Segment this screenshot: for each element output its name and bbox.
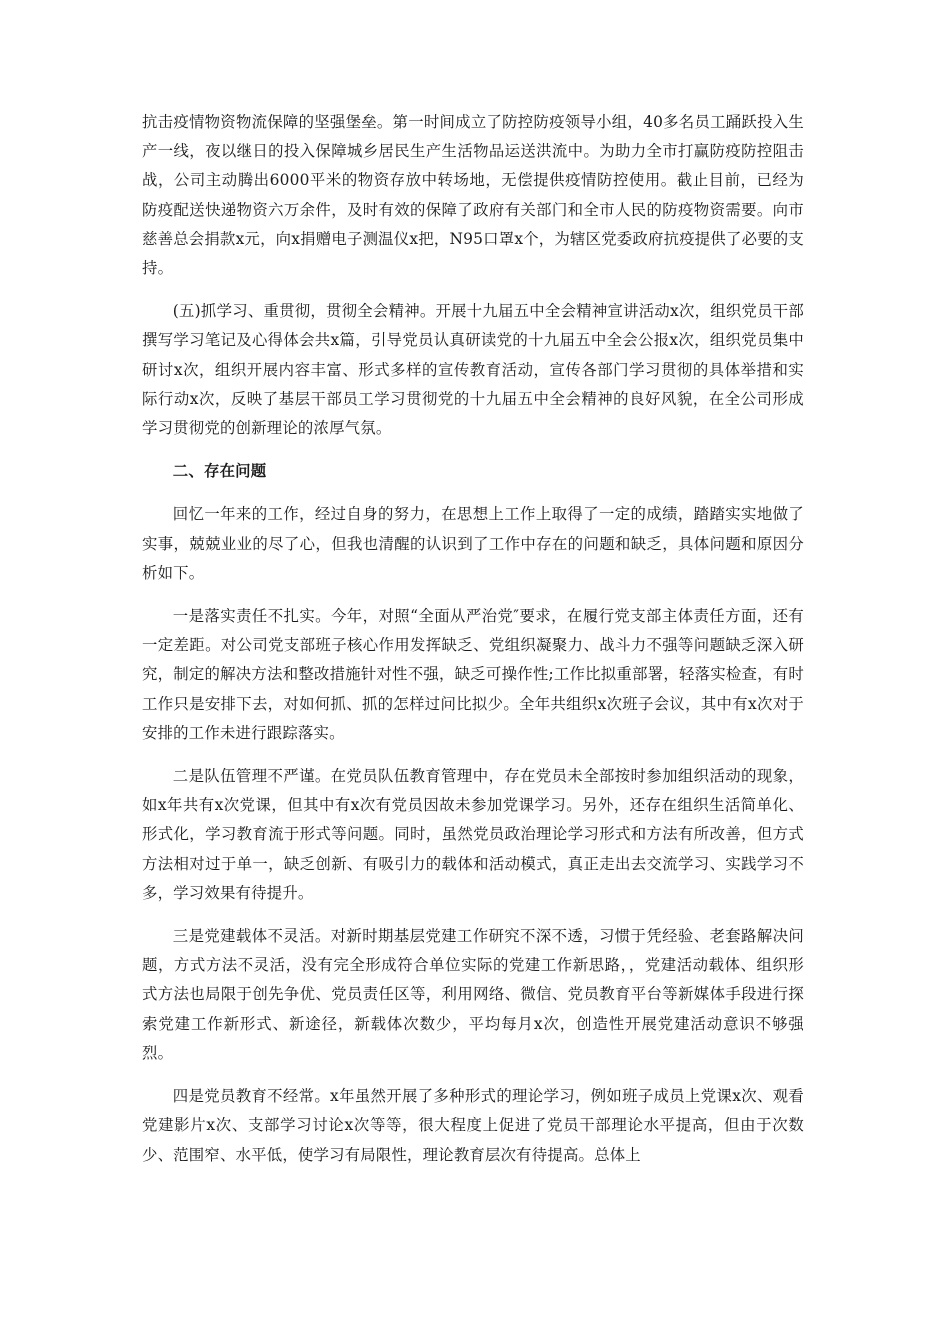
- paragraph-problem-party-carrier: 三是党建载体不灵活。对新时期基层党建工作研究不深不透，习惯于凭经验、老套路解决问题，方式方法不灵活，没有完全形成符合单位实际的党建工作新思路，，党建活动载体、组织形式方法也局限于创先争优、党员责任区等，利用网络、微信、党员教育平台等新媒体手段进行探索党建工作新形式、新途径，新载体次数少，平均每月x次，创造性开展党建活动意识不够强烈。: [142, 927, 804, 1062]
- paragraph-problem-member-education: 四是党员教育不经常。x年虽然开展了多种形式的理论学习，例如班子成员上党课x次、观看党建影片x次、支部学习讨论x次等等，很大程度上促进了党员干部理论水平提高，但由于次数少、范围窄、水平低，使学习有局限性，理论教育层次有待提高。总体上: [142, 1087, 804, 1164]
- section-heading-problems: 二、存在问题: [172, 462, 267, 481]
- paragraph-problem-responsibility: 一是落实责任不扎实。今年，对照“全面从严治党″要求，在履行党支部主体责任方面，还有一定差距。对公司党支部班子核心作用发挥缺乏、党组织凝聚力、战斗力不强等问题缺乏深入研究，制定的解决方法和整改措施针对性不强，缺乏可操作性;工作比拟重部署，轻落实检查，有时工作只是安排下去，对如何抓、抓的怎样过问比拟少。全年共组织x次班子会议，其中有x次对于安排的工作未进行跟踪落实。: [142, 607, 804, 742]
- paragraph-study-plenary: (五)抓学习、重贯彻，贯彻全会精神。开展十九届五中全会精神宣讲活动x次，组织党员干部撰写学习笔记及心得体会共x篇，引导党员认真研读党的十九届五中全会公报x次，组织党员集中研讨x次，组织开展内容丰富、形式多样的宣传教育活动，宣传各部门学习贯彻的具体举措和实际行动x次，反映了基层干部员工学习贯彻党的十九届五中全会精神的良好风貌，在全公司形成学习贯彻党的创新理论的浓厚气氛。: [142, 302, 804, 438]
- paragraph-problem-team-management: 二是队伍管理不严谨。在党员队伍教育管理中，存在党员未全部按时参加组织活动的现象，如x年共有x次党课，但其中有x次有党员因故未参加党课学习。另外，还存在组织生活简单化、形式化，学习教育流于形式等问题。同时，虽然党员政治理论学习形式和方法有所改善，但方式方法相对过于单一，缺乏创新、有吸引力的载体和活动模式，真正走出去交流学习、实践学习不多，学习效果有待提升。: [142, 767, 804, 902]
- document-body: [142, 108, 804, 1184]
- paragraph-epidemic-support: 抗击疫情物资物流保障的坚强堡垒。第一时间成立了防控防疫领导小组，40多名员工踊跃投入生产一线，夜以继日的投入保障城乡居民生产生活物品运送洪流中。为助力全市打赢防疫防控阻击战，公司主动腾出6000平米的物资存放中转场地，无偿提供疫情防控使用。截止目前，已经为防疫配送快递物资六万余件，及时有效的保障了政府有关部门和全市人民的防疫物资需要。向市慈善总会捐款x元，向x捐赠电子测温仪x把，N95口罩x个，为辖区党委政府抗疫提供了必要的支持。: [142, 113, 804, 278]
- paragraph-review-intro: 回忆一年来的工作，经过自身的努力，在思想上工作上取得了一定的成绩，踏踏实实地做了实事，兢兢业业的尽了心，但我也清醒的认识到了工作中存在的问题和缺乏，具体问题和原因分析如下。: [142, 505, 804, 582]
